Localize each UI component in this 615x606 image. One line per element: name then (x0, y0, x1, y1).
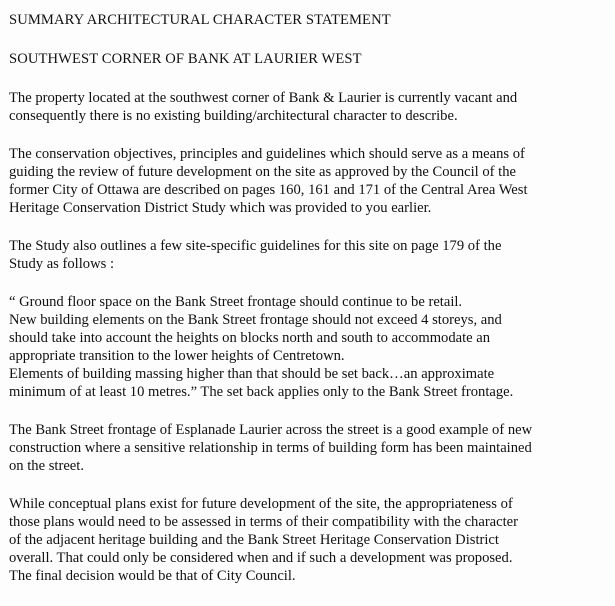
quote-line: “ Ground floor space on the Bank Street frontage should continue to be retail. (9, 294, 463, 310)
paragraph-line: construction where a sensitive relationship in terms of building form has been maintained (9, 440, 532, 456)
quote-line: appropriate transition to the lower heights of Centretown. (9, 348, 345, 364)
paragraph-line: While conceptual plans exist for future development of the site, the appropriateness of (9, 496, 513, 512)
paragraph-line: former City of Ottawa are described on pages 160, 161 and 171 of the Central Area West (9, 182, 528, 198)
quote-line: New building elements on the Bank Street frontage should not exceed 4 storeys, and (9, 312, 502, 328)
paragraph-line: The Study also outlines a few site-specific guidelines for this site on page 179 of the (9, 238, 502, 254)
paragraph-line: of the adjacent heritage building and the Bank Street Heritage Conservation District (9, 532, 499, 548)
paragraph-line: those plans would need to be assessed in terms of their compatibility with the character (9, 514, 519, 530)
quote-line: Elements of building massing higher than that should be set back…an approximate (9, 366, 495, 382)
paragraph-line: The final decision would be that of City Council. (9, 568, 296, 584)
paragraph-line: on the street. (9, 458, 84, 474)
paragraph-line: The property located at the southwest corner of Bank & Laurier is currently vacant and (9, 90, 518, 106)
document-subtitle: SOUTHWEST CORNER OF BANK AT LAURIER WEST (9, 51, 362, 67)
quote-line: should take into account the heights on blocks north and south to accommodate an (9, 330, 491, 346)
paragraph-line: The Bank Street frontage of Esplanade Laurier across the street is a good example of new (9, 422, 533, 438)
paragraph-line: consequently there is no existing building/architectural character to describe. (9, 108, 458, 124)
quote-line: minimum of at least 10 metres.” The set back applies only to the Bank Street frontage. (9, 384, 514, 400)
paragraph-line: Study as follows : (9, 256, 114, 272)
document-title: SUMMARY ARCHITECTURAL CHARACTER STATEMENT (9, 12, 391, 28)
paragraph-line: Heritage Conservation District Study which was provided to you earlier. (9, 200, 432, 216)
paragraph-line: overall. That could only be considered when and if such a development was proposed. (9, 550, 513, 566)
paragraph-line: The conservation objectives, principles and guidelines which should serve as a means of (9, 146, 525, 162)
paragraph-line: guiding the review of future development on the site as approved by the Council of the (9, 164, 516, 180)
